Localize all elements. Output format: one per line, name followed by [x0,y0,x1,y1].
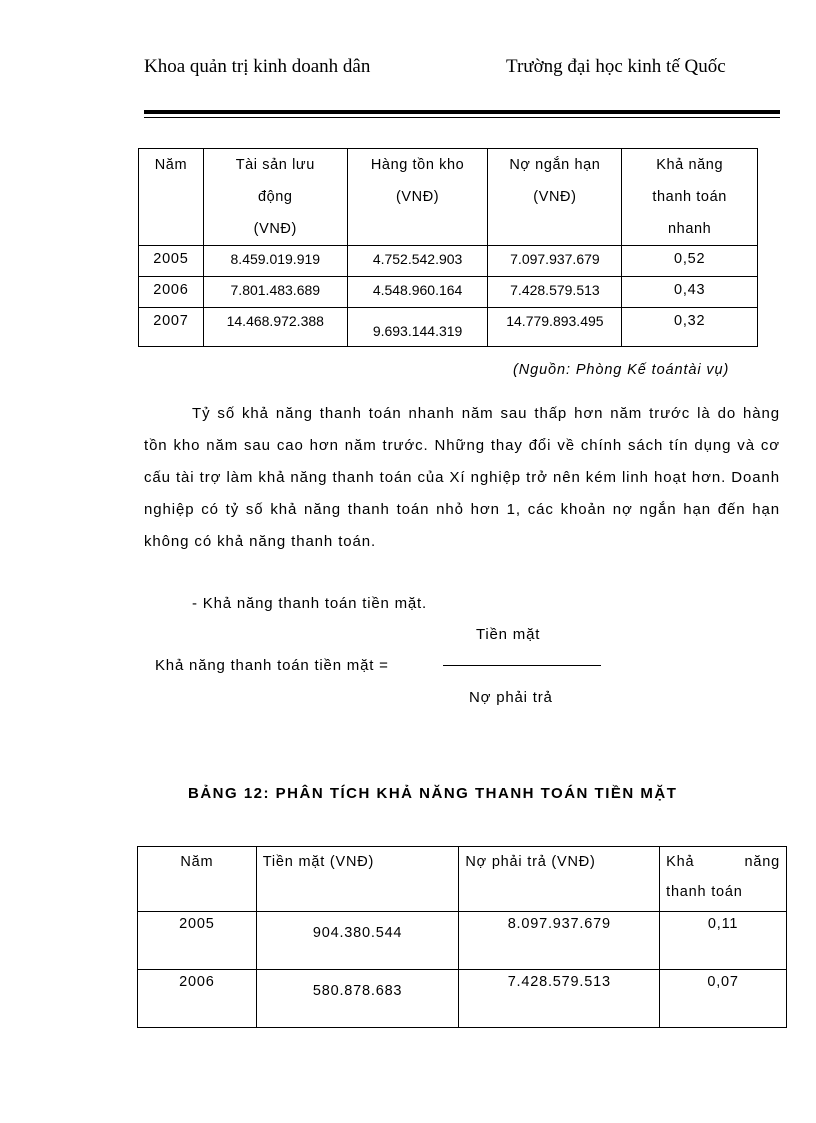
body-paragraph [144,398,780,558]
source-note: (Nguồn: Phòng Kế toántài vụ) [513,362,730,378]
header-cell [139,149,204,246]
header-word: Khả [666,854,695,870]
formula-numerator: Tiền mặt [476,626,541,643]
header-line: Khả năng [656,157,724,173]
ratio-cell: 0,43 [622,277,758,308]
table-row [138,912,787,970]
value-cell: 7.097.937.679 [488,246,622,277]
header-line: (VNĐ) [395,189,440,205]
header-line: Năm [154,157,188,173]
header-university: Trường đại học kinh tế Quốc [506,56,726,77]
header-cell [203,149,347,246]
table-row [139,308,758,347]
header-cell [488,149,622,246]
ratio-cell: 0,52 [622,246,758,277]
value-cell: 7.428.579.513 [459,970,660,1028]
table-row [139,246,758,277]
table-title: BẢNG 12: PHÂN TÍCH KHẢ NĂNG THANH TOÁN TIỀN MẶT [188,785,678,802]
value-cell: 580.878.683 [256,970,459,1028]
header-faculty: Khoa quản trị kinh doanh dân [144,56,371,77]
ratio-cell: 0,11 [660,912,787,970]
header-line: động [257,189,293,205]
header-cell: Tiền mặt (VNĐ) [256,847,459,912]
header-cell [347,149,488,246]
header-cell: Nợ phải trả (VNĐ) [459,847,660,912]
value-cell: 14.468.972.388 [203,308,347,347]
value-cell: 7.801.483.689 [203,277,347,308]
header-rule-thin [144,117,780,118]
bullet-item: - Khả năng thanh toán tiền mặt. [192,595,427,612]
header-line: nhanh [668,221,712,237]
value-cell: 7.428.579.513 [488,277,622,308]
header-line: (VNĐ) [253,221,297,237]
table-row [138,970,787,1028]
value-cell: 9.693.144.319 [347,308,488,347]
table-row [139,277,758,308]
ratio-cell: 0,32 [622,308,758,347]
header-line: Nợ ngắn hạn [509,157,601,173]
header-cell [660,847,787,912]
formula-lhs: Khả năng thanh toán tiền mặt = [155,657,389,674]
value-cell: 4.752.542.903 [347,246,488,277]
value-cell: 14.779.893.495 [488,308,622,347]
year-cell: 2006 [139,277,204,308]
table-header-row [138,847,787,912]
value-cell: 904.380.544 [256,912,459,970]
ratio-cell: 0,07 [660,970,787,1028]
header-line: Hàng tồn kho [370,157,465,173]
header-line: thanh toán [652,189,727,205]
year-cell: 2005 [138,912,257,970]
value-cell: 8.097.937.679 [459,912,660,970]
header-cell [622,149,758,246]
value-cell: 4.548.960.164 [347,277,488,308]
header-rule-thick [144,110,780,114]
header-word: năng [744,854,780,870]
table-header-row [139,149,758,246]
paragraph-text: Tỷ số khả năng thanh toán nhanh năm sau thấp hơn năm trước là do hàng tồn kho năm sau cao hơn năm trước. Những thay đổi về chính sách tín dụng và cơ cấu tài trợ làm khả năng thanh toán của Xí nghiệp trở nên kém linh hoạt hơn. Doanh nghiệp có tỷ số khả năng thanh toán nhỏ hơn 1, các khoản nợ ngắn hạn đến hạn không có khả năng thanh toán. [144,405,780,550]
header-line [660,847,786,877]
header-line: Tài sản lưu [235,157,315,173]
cash-ratio-table [137,846,787,1028]
year-cell: 2005 [139,246,204,277]
header-line: thanh toán [666,884,743,900]
fraction-bar [443,665,601,666]
quick-ratio-table [138,148,758,347]
header-cell: Năm [138,847,257,912]
value-cell: 8.459.019.919 [203,246,347,277]
formula-denominator: Nợ phải trả [469,689,553,706]
year-cell: 2006 [138,970,257,1028]
header-line: (VNĐ) [533,189,577,205]
year-cell: 2007 [139,308,204,347]
